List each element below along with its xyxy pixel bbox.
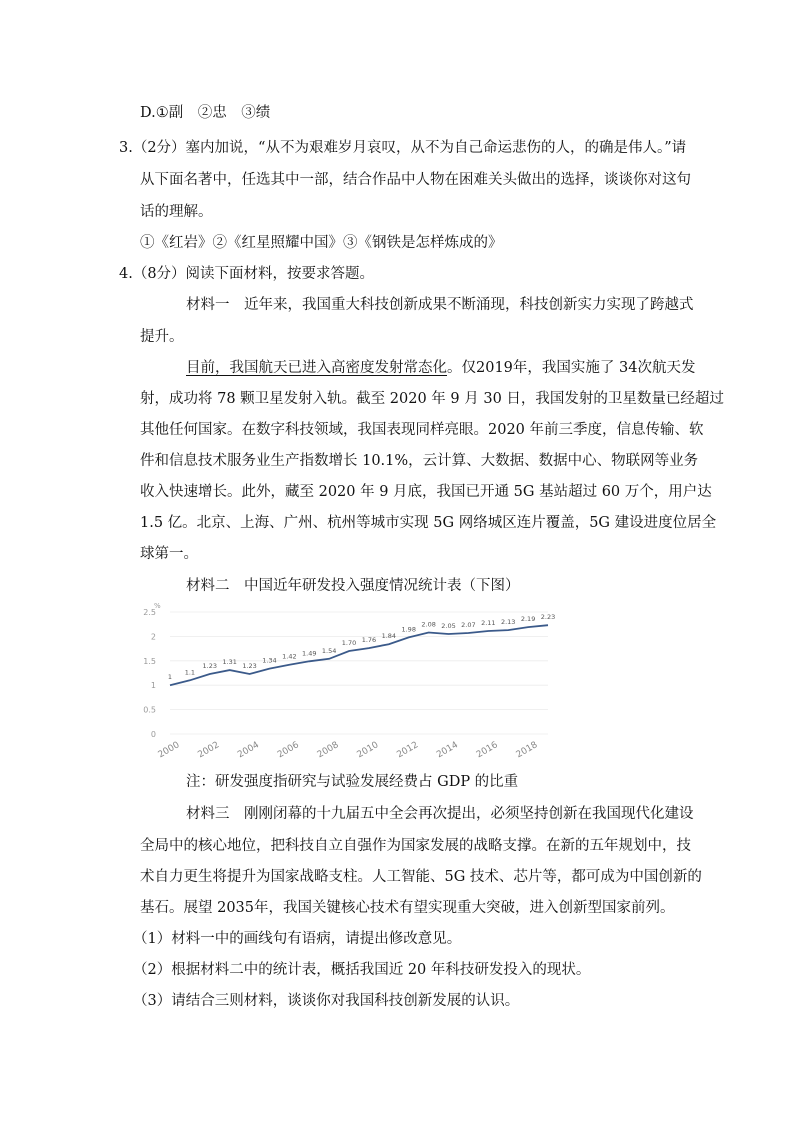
q4-material1-line-1: 材料一 近年来，我国重大科技创新成果不断涌现，科技创新实力实现了跨越式 <box>186 297 694 313</box>
q4-material3-line-2: 全局中的核心地位，把科技自立自强作为国家发展的战略支撑。在新的五年规划中，技 <box>140 838 691 854</box>
chart-note: 注：研发强度指研究与试验发展经费占 GDP 的比重 <box>186 774 519 790</box>
x-tick-label: 2004 <box>236 740 261 761</box>
data-label: 1.54 <box>321 646 337 655</box>
chart-x-ticks <box>157 740 540 760</box>
data-label: 2.08 <box>421 620 436 629</box>
data-label: 2.19 <box>520 615 536 624</box>
underlined-sentence: 目前，我国航天已进入高密度发射常态化 <box>186 360 447 376</box>
data-label: 1.31 <box>222 658 237 667</box>
data-label: 2.23 <box>540 613 556 622</box>
y-tick-label: 2 <box>150 632 156 642</box>
y-tick-label: 0.5 <box>143 705 156 715</box>
q4-sub-question-3: （3）请结合三则材料，谈谈你对我国科技创新发展的认识。 <box>133 993 520 1009</box>
q4-para2-line-7: 球第一。 <box>140 546 198 562</box>
q4-sub-question-2: （2）根据材料二中的统计表，概括我国近 20 年科技研发投入的现状。 <box>133 962 591 978</box>
chart-y-unit: % <box>154 602 161 610</box>
x-tick-label: 2000 <box>156 740 182 761</box>
q4-para2-line-4: 件和信息技术服务业生产指数增长 10.1%，云计算、大数据、数据中心、物联网等业务 <box>140 453 699 469</box>
data-label: 1.23 <box>202 661 218 670</box>
y-tick-label: 2.5 <box>143 608 156 617</box>
data-label: 1 <box>167 673 173 682</box>
data-label: 1.70 <box>341 639 357 648</box>
x-tick-label: 2014 <box>435 740 460 761</box>
data-label: 2.07 <box>461 620 476 629</box>
x-tick-label: 2016 <box>474 740 500 761</box>
x-tick-label: 2002 <box>196 740 222 761</box>
q4-material3-line-3: 术自力更生将提升为国家战略支柱。人工智能、5G 技术、芯片等，都可成为中国创新的 <box>140 869 702 885</box>
data-label: 2.05 <box>441 621 456 630</box>
q4-material2-title: 材料二 中国近年研发投入强度情况统计表（下图） <box>186 578 520 594</box>
x-tick-label: 2006 <box>275 740 301 761</box>
q4-material3-line-1: 材料三 刚刚闭幕的十九届五中全会再次提出，必须坚持创新在我国现代化建设 <box>186 806 694 822</box>
q4-para2-line-2: 射，成功将 78 颗卫星发射入轨。截至 2020 年 9 月 30 日，我国发射的卫星数量已经超过 <box>140 391 724 407</box>
data-label: 1.98 <box>401 625 416 634</box>
data-label: 1.23 <box>242 661 257 670</box>
q4-sub-question-1: （1）材料一中的画线句有语病，请提出修改意见。 <box>133 931 462 947</box>
q3-books: ①《红岩》②《红星照耀中国》③《钢铁是怎样炼成的》 <box>140 235 503 251</box>
q4-material1-line-2: 提升。 <box>140 329 184 345</box>
x-tick-label: 2018 <box>514 740 540 761</box>
q3-line-1: 3.（2分）塞内加说，“从不为艰难岁月哀叹，从不为自己命运悲伤的人，的确是伟人。”请 <box>119 140 687 156</box>
q4-material3-line-4: 基石。展望 2035年，我国关键核心技术有望实现重大突破，进入创新型国家前列。 <box>140 900 675 916</box>
q4-title: 4.（8分）阅读下面材料，按要求答题。 <box>119 266 375 282</box>
q4-para2-line-6: 1.5 亿。北京、上海、广州、杭州等城市实现 5G 网络城区连片覆盖，5G 建设进度位居全 <box>140 515 717 531</box>
x-tick-label: 2008 <box>315 740 341 761</box>
q3-line-3: 话的理解。 <box>140 204 213 220</box>
chart-series-line <box>167 625 548 685</box>
data-label: 1.84 <box>381 632 397 641</box>
y-tick-label: 1 <box>150 681 156 691</box>
q4-para2-line-3: 其他任何国家。在数字科技领域，我国表现同样亮眼。2020 年前三季度，信息传输、软 <box>140 422 704 438</box>
q3-line-2: 从下面名著中，任选其中一部，结合作品中人物在困难关头做出的选择，谈谈你对这句 <box>140 172 691 188</box>
data-label: 1.1 <box>184 668 196 677</box>
data-label: 2.13 <box>500 618 516 627</box>
chart-y-ticks <box>143 608 156 739</box>
rd-intensity-chart <box>132 598 558 770</box>
y-tick-label: 0 <box>150 730 156 739</box>
para2-line1-rest: 。仅2019年，我国实施了 34次航天发 <box>447 360 696 376</box>
data-label: 1.34 <box>262 656 277 665</box>
q4-para2-line-1 <box>186 358 696 378</box>
data-label: 1.42 <box>282 652 297 661</box>
x-tick-label: 2012 <box>395 740 421 761</box>
data-label: 1.49 <box>302 649 317 658</box>
q2-option-d: D.①副 ②忠 ③绩 <box>140 105 271 121</box>
data-label: 1.76 <box>361 636 377 645</box>
data-label: 2.11 <box>481 619 496 628</box>
y-tick-label: 1.5 <box>143 656 156 666</box>
x-tick-label: 2010 <box>355 740 381 761</box>
q4-para2-line-5: 收入快速增长。此外，藏至 2020 年 9 月底，我国已开通 5G 基站超过 60 万个，用户达 <box>140 484 712 500</box>
